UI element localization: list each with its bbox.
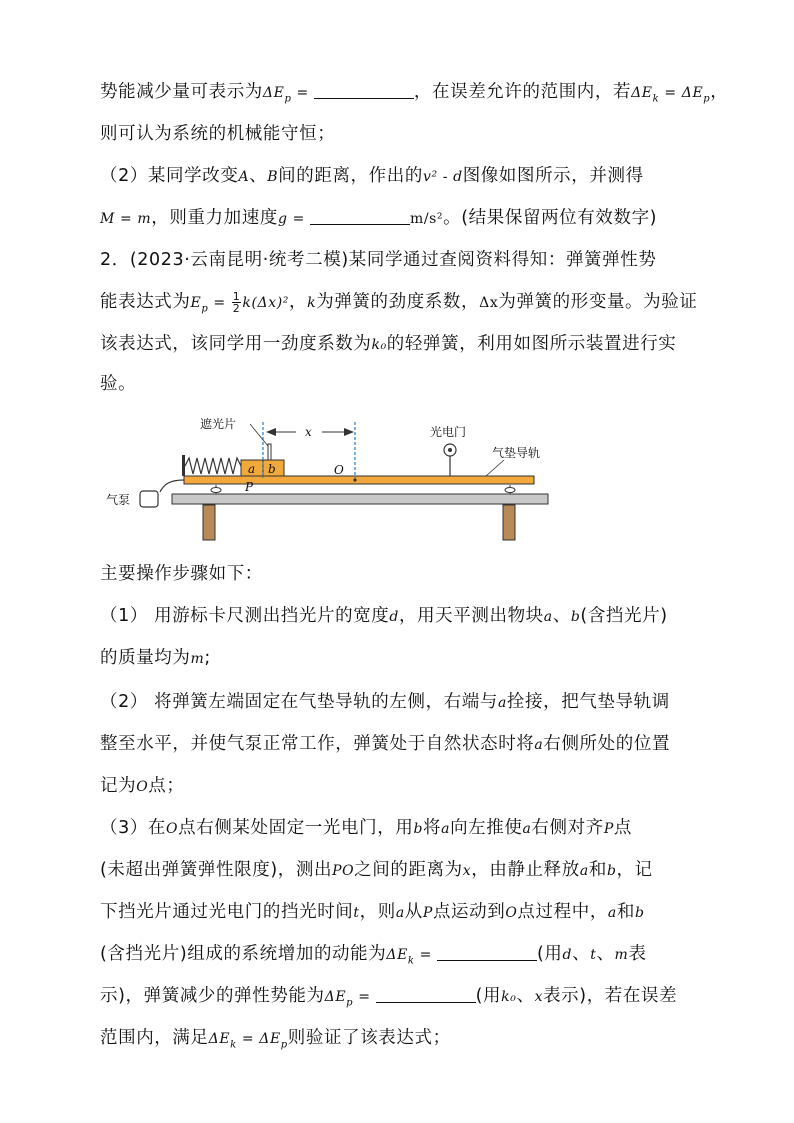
text: (用 <box>537 944 563 964</box>
text: 、 <box>572 944 591 964</box>
math: ΔE <box>681 85 704 101</box>
text: 右侧所处的位置 <box>543 734 671 754</box>
text: 则验证了该表达式； <box>287 1028 451 1048</box>
math: = <box>287 211 310 227</box>
math: b <box>606 863 617 879</box>
table-leg-left <box>203 505 215 540</box>
text: 为弹簧的形变量。为验证 <box>498 292 698 312</box>
text: 主要操作步骤如下： <box>100 564 263 584</box>
math: A <box>238 169 250 185</box>
text-line-15 <box>100 816 710 841</box>
math-sub: k <box>652 93 660 105</box>
text-line-12 <box>100 690 710 715</box>
math: x <box>462 863 472 879</box>
math: v² - d <box>422 169 463 185</box>
math: x <box>534 989 544 1005</box>
math: = <box>414 947 437 963</box>
text: 表 <box>628 944 647 964</box>
text-line-18 <box>100 942 710 974</box>
label-shutter: 遮光片 <box>200 417 237 431</box>
text: ，则 <box>359 902 396 922</box>
label-air-pump: 气泵 <box>106 493 131 507</box>
text: 验。 <box>100 374 137 394</box>
label-a: a <box>248 462 256 476</box>
label-p: P <box>245 480 254 494</box>
text-line-10 <box>100 604 710 629</box>
text: 记为 <box>100 776 137 796</box>
text: 将 <box>423 818 442 838</box>
text: 能表达式为 <box>100 292 191 312</box>
math-sub: p <box>703 93 711 105</box>
text: 表示)，若在误差 <box>543 986 678 1006</box>
text: 从 <box>404 902 423 922</box>
unit: m/s² <box>409 211 444 227</box>
math: a <box>579 863 589 879</box>
answer-blank[interactable] <box>314 82 414 99</box>
math: = <box>208 295 231 311</box>
text-line-14 <box>100 774 710 799</box>
math: O <box>136 779 149 795</box>
text: ，则重力加速度 <box>151 208 278 228</box>
text: 示)，弹簧减少的弹性势能为 <box>100 986 325 1006</box>
text: (含挡光片)组成的系统增加的动能为 <box>100 944 387 964</box>
math: B <box>267 169 279 185</box>
math: ΔE <box>324 989 347 1005</box>
math: a <box>441 821 451 837</box>
text: 点； <box>148 776 185 796</box>
text: 向左推使 <box>450 818 523 838</box>
answer-blank[interactable] <box>437 944 537 961</box>
math-sub: k <box>407 955 415 967</box>
math-sub: p <box>284 93 292 105</box>
math: a <box>534 737 544 753</box>
answer-blank[interactable] <box>376 986 476 1003</box>
math: a <box>543 609 553 625</box>
text: 2．(2023·云南昆明·统考二模)某同学通过查阅资料得知：弹簧弹性势 <box>100 250 657 270</box>
text: （3）在 <box>100 818 167 838</box>
label-air-track: 气垫导轨 <box>492 446 541 460</box>
text-line-5 <box>100 248 710 272</box>
label-b: b <box>268 462 276 476</box>
air-pump <box>140 491 158 507</box>
math: a <box>395 905 405 921</box>
math: k(Δx)² <box>242 295 290 311</box>
text: (未超出弹簧弹性限度)，测出 <box>100 860 333 880</box>
apparatus-diagram <box>100 408 560 548</box>
math: k <box>307 295 317 311</box>
text-line-4 <box>100 206 710 231</box>
text: （2） 将弹簧左端固定在气垫导轨的左侧，右端与 <box>100 692 498 712</box>
text: 的轻弹簧，利用如图所示装置进行实 <box>386 334 677 354</box>
text: 拴接，把气垫导轨调 <box>506 692 670 712</box>
text: 的质量均为 <box>100 648 191 668</box>
math: m <box>614 947 629 963</box>
text-line-3 <box>100 164 710 189</box>
label-photogate: 光电门 <box>430 425 467 439</box>
shutter <box>268 444 271 460</box>
math: = <box>291 85 314 101</box>
math: b <box>413 821 423 837</box>
air-hose <box>160 480 184 492</box>
math: g <box>277 211 288 227</box>
text: 点右侧某处固定一光电门，用 <box>178 818 414 838</box>
text-line-1 <box>100 80 729 112</box>
math: P <box>603 821 614 837</box>
math: t <box>590 947 597 963</box>
text: 该表达式，该同学用一劲度系数为 <box>100 334 372 354</box>
math: m <box>190 651 205 667</box>
text: 、 <box>596 944 615 964</box>
track-end-wall <box>182 455 185 476</box>
text: ，用天平测出物块 <box>398 606 544 626</box>
text: ，记 <box>616 860 653 880</box>
arrow-right <box>344 428 354 436</box>
math: PO <box>332 863 355 879</box>
text: 则可认为系统的机械能守恒； <box>100 124 336 144</box>
air-track <box>184 476 534 484</box>
math: d <box>562 947 573 963</box>
text: （1） 用游标卡尺测出挡光片的宽度 <box>100 606 390 626</box>
label-o: O <box>334 463 344 477</box>
text: (含挡光片) <box>580 606 668 626</box>
text: 间的距离，作出的 <box>278 166 423 186</box>
text-line-19 <box>100 984 710 1016</box>
math: a <box>522 821 532 837</box>
text: 、 <box>516 986 535 1006</box>
text-line-9 <box>100 562 710 586</box>
spring <box>185 458 241 474</box>
text: 和 <box>588 860 607 880</box>
text: 范围内，满足 <box>100 1028 209 1048</box>
text: 整至水平，并使气泵正常工作，弹簧处于自然状态时将 <box>100 734 535 754</box>
math: = <box>353 989 376 1005</box>
text: ; <box>204 648 211 668</box>
text-line-8 <box>100 372 710 396</box>
answer-blank[interactable] <box>310 208 410 225</box>
text: 为弹簧的劲度系数， <box>316 292 480 312</box>
text: 点过程中， <box>517 902 608 922</box>
math-sub: p <box>346 997 354 1009</box>
math: ΔE <box>259 1031 281 1047</box>
text: ，由静止释放 <box>471 860 580 880</box>
math: = <box>236 1031 260 1047</box>
math: P <box>422 905 433 921</box>
math: t <box>353 905 360 921</box>
table-top <box>172 494 548 504</box>
math: M = m <box>100 211 152 227</box>
fraction: $\frac{1}{2}$ <box>232 289 241 315</box>
math: k₀ <box>371 337 387 353</box>
text-line-20 <box>100 1026 710 1058</box>
math-sub: p <box>280 1039 288 1051</box>
arrow-left <box>266 428 276 436</box>
math-sub: k <box>230 1039 237 1051</box>
text: 和 <box>616 902 635 922</box>
text-line-6 <box>100 290 710 322</box>
text: 之间的距离为 <box>354 860 463 880</box>
text: （2）某同学改变 <box>100 166 239 186</box>
math: O <box>505 905 518 921</box>
math: b <box>570 609 581 625</box>
text-line-17 <box>100 900 710 925</box>
math: d <box>389 609 399 625</box>
text: 势能减少量可表示为 <box>100 82 263 102</box>
text: ， <box>710 82 729 102</box>
text-line-16 <box>100 858 710 883</box>
text: 、 <box>552 606 571 626</box>
math: E <box>190 295 202 311</box>
math: k₀ <box>501 989 517 1005</box>
math-sub: p <box>201 303 209 315</box>
math: b <box>634 905 645 921</box>
math: O <box>166 821 179 837</box>
text-line-11 <box>100 646 710 671</box>
math: Δx <box>479 295 499 311</box>
text: 下挡光片通过光电门的挡光时间 <box>100 902 354 922</box>
text: 。(结果保留两位有效数字) <box>443 208 658 228</box>
math: a <box>498 695 507 711</box>
apparatus-figure <box>100 408 560 548</box>
text: 点 <box>613 818 632 838</box>
text-line-13 <box>100 732 710 757</box>
math: ΔE <box>262 85 285 101</box>
math: ΔE <box>631 85 653 101</box>
text: (用 <box>475 986 502 1006</box>
math: = <box>659 85 682 101</box>
text: ，在误差允许的范围内，若 <box>413 82 632 102</box>
text: ， <box>289 292 308 312</box>
text: 图像如图所示，并测得 <box>462 166 644 186</box>
text: 点运动到 <box>432 902 506 922</box>
text-line-7 <box>100 332 710 357</box>
math: ΔE <box>386 947 408 963</box>
math: ΔE <box>208 1031 231 1047</box>
text: 、 <box>249 166 268 186</box>
table-leg-right <box>503 505 515 540</box>
text: 右侧对齐 <box>531 818 604 838</box>
math: a <box>607 905 617 921</box>
text-line-2 <box>100 122 710 146</box>
label-x: x <box>305 425 312 439</box>
